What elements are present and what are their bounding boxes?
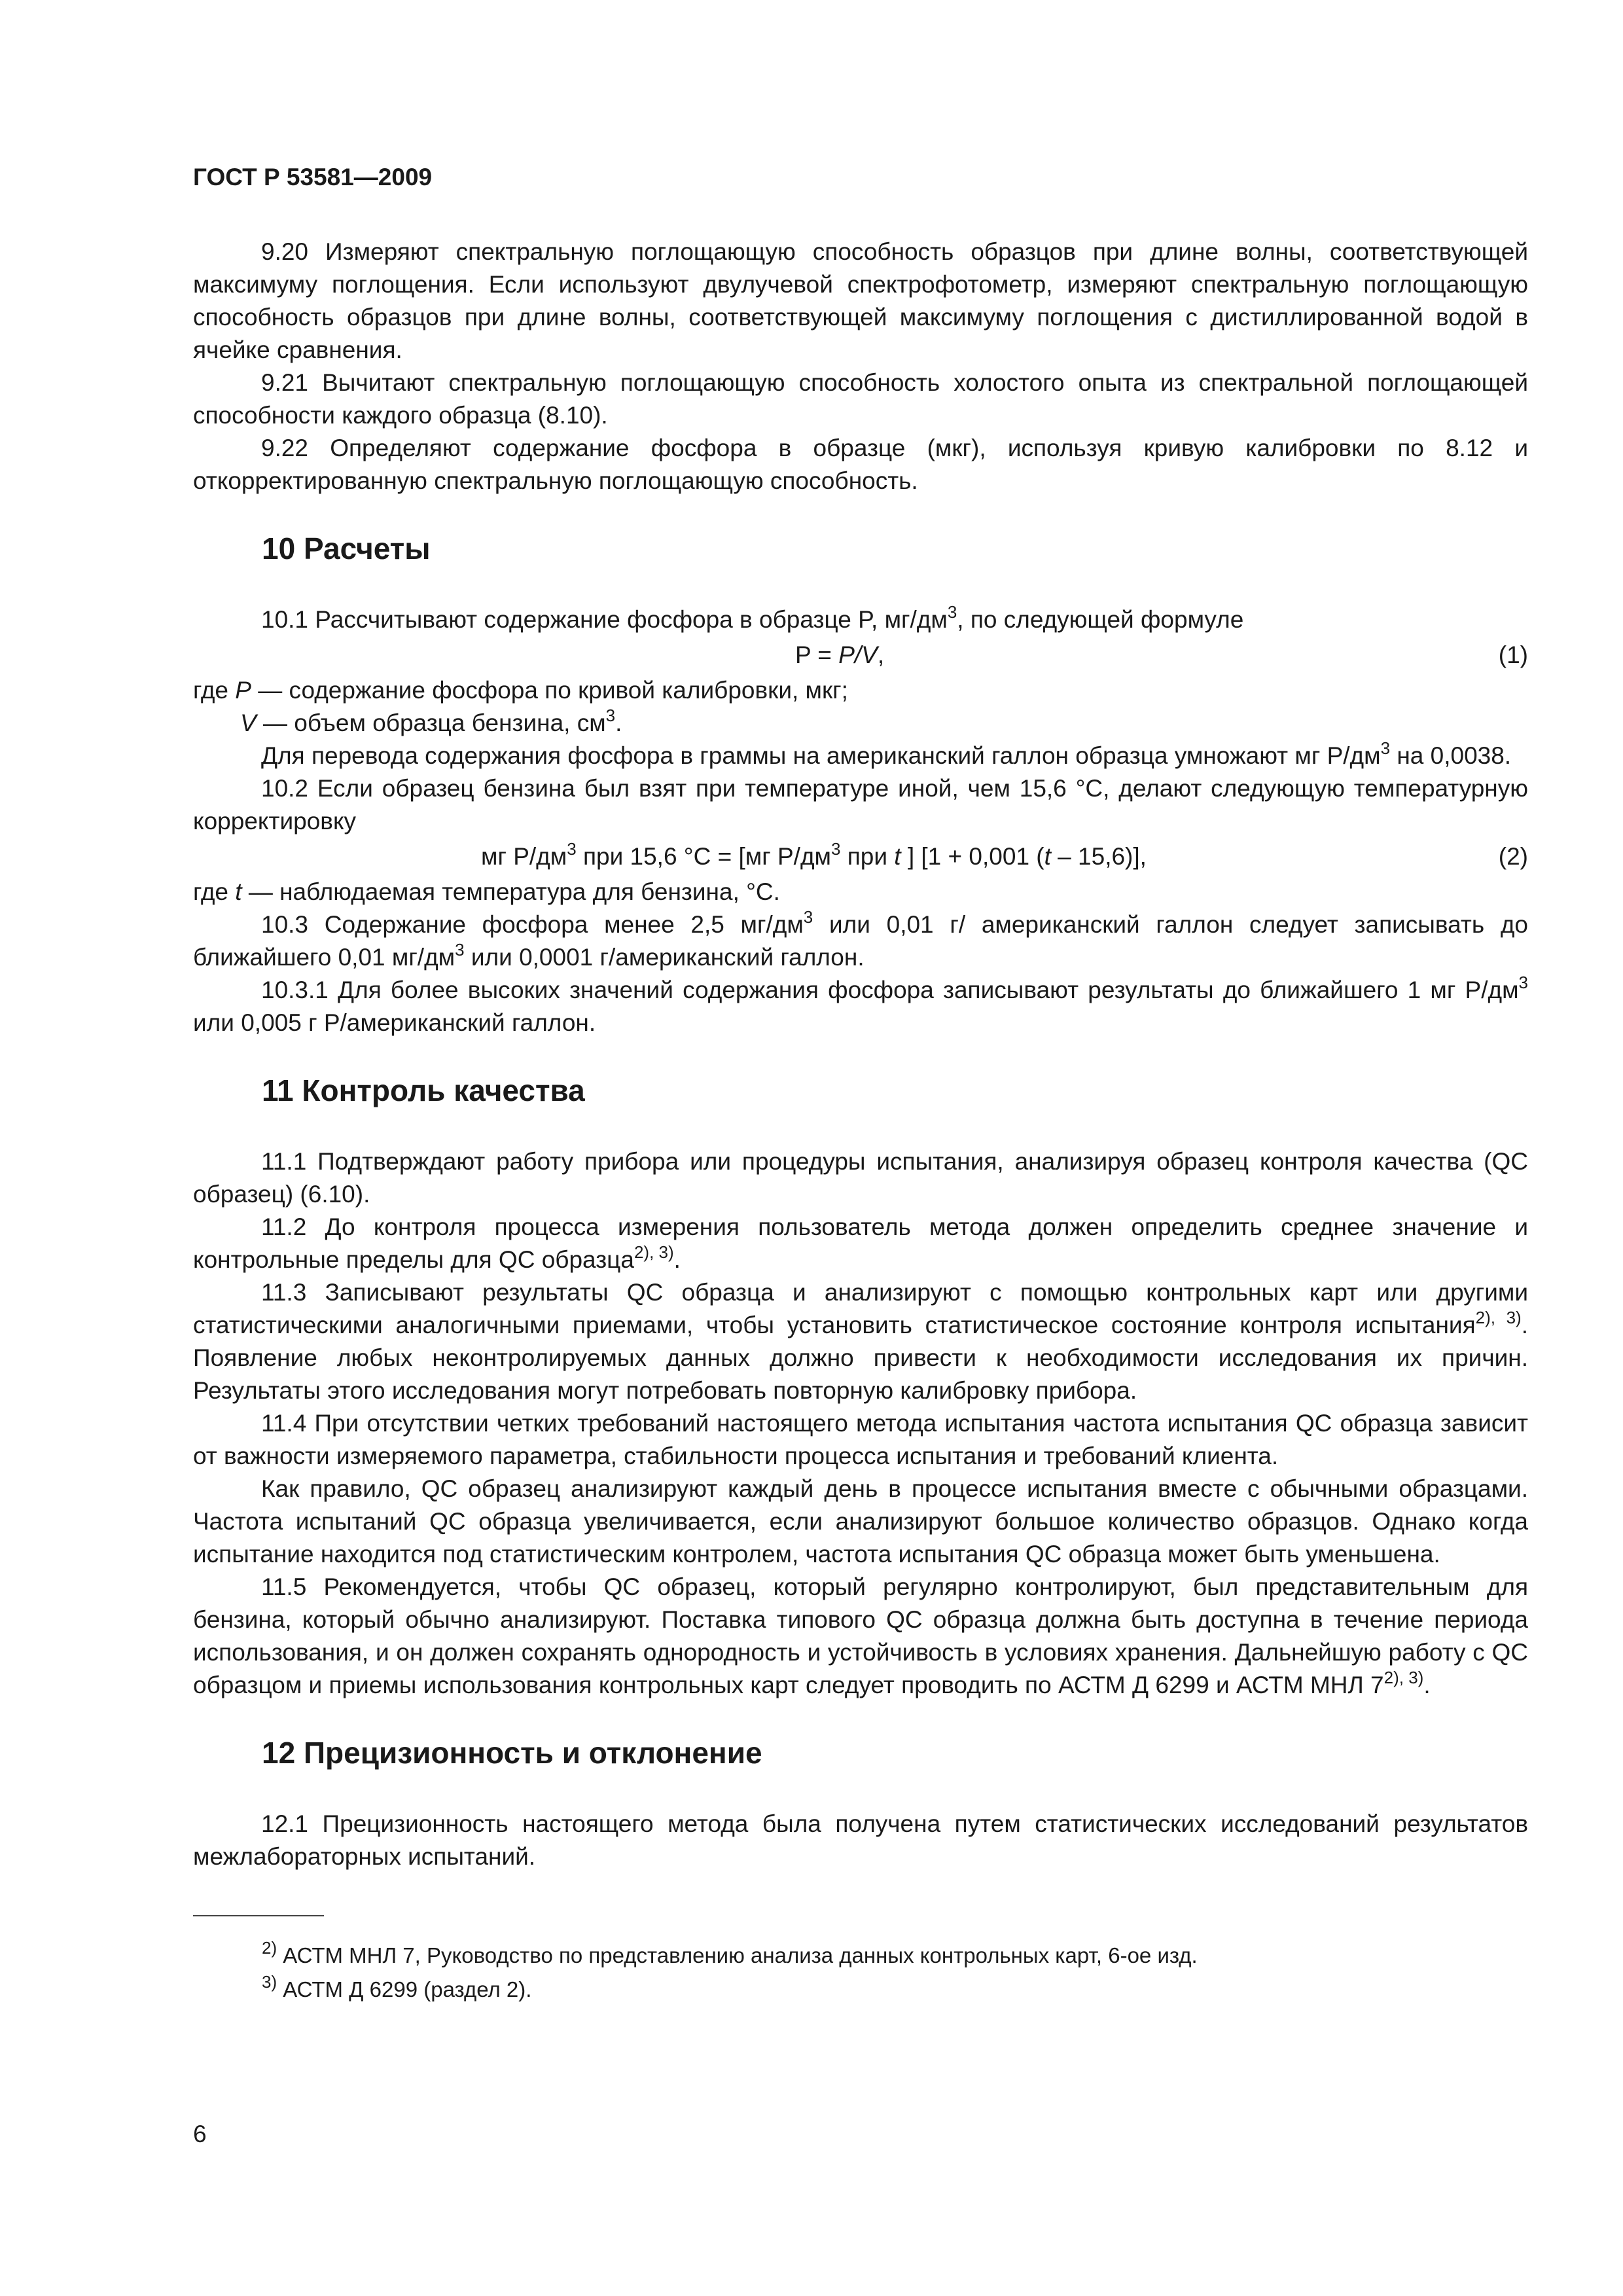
paragraph-11-3: 11.3 Записывают результаты QC образца и анализируют с помощью контрольных карт или другими статистическими аналогичными приемами, чтобы установить статистическое состояние контроля испытания$^{2), 3)}$. Появление любых неконтролируемых данных должно привести к необходимости исследования их причин. Результаты этого исследования могут потребовать повторную калибровку прибора. bbox=[193, 1279, 1528, 1404]
paragraph-11-1: 11.1 Подтверждают работу прибора или процедуры испытания, анализируя образец контроля качества (QC образец) (6.10). bbox=[193, 1148, 1528, 1208]
section-12-heading: 12 Прецизионность и отклонение bbox=[262, 1736, 762, 1770]
footnote-divider bbox=[193, 1915, 324, 1916]
formula-1-number: (1) bbox=[1498, 641, 1528, 668]
footnote-3: $^{3)}$ АСТМ Д 6299 (раздел 2). bbox=[262, 1972, 532, 2001]
where-t: где t — наблюдаемая температура для бензина, °С. bbox=[193, 878, 780, 905]
formula-1 bbox=[193, 636, 1528, 674]
paragraph-10-1: 10.1 Рассчитывают содержание фосфора в образце P, $мг/дм^3$, по следующей формуле bbox=[261, 601, 1244, 633]
document-page bbox=[193, 164, 1528, 2007]
paragraph-11-4-continued: Как правило, QC образец анализируют каждый день в процессе испытания вместе с обычными образцами. Частота испытаний QC образца увеличивается, если анализируют большое количество образцов. Однако когда испытание находится под статистическим контролем, частота испытания QC образца может быть уменьшена. bbox=[193, 1475, 1528, 1568]
document-header: ГОСТ Р 53581—2009 bbox=[193, 164, 433, 190]
formula-2 bbox=[193, 838, 1528, 876]
paragraph-10-3-1: 10.3.1 Для более высоких значений содержания фосфора записывают результаты до ближайшего 1 мг $P/дм^3$ или 0,005 г P/американский галлон. bbox=[193, 972, 1528, 1036]
where-v: V — объем образца бензина, $см^3$. bbox=[240, 705, 622, 736]
paragraph-10-3: 10.3 Содержание фосфора менее 2,5 $мг/дм^3$ или 0,01 г/ американский галлон следует записывать до ближайшего 0,01 $мг/дм^3$ или 0,0001 г/американский галлон. bbox=[193, 906, 1528, 971]
page-number: 6 bbox=[193, 2121, 207, 2147]
section-11-heading: 11 Контроль качества bbox=[262, 1073, 585, 1107]
paragraph-11-5: 11.5 Рекомендуется, чтобы QC образец, который регулярно контролируют, был представительным для бензина, который обычно анализируют. Поставка типового QC образца должна быть доступна в течение периода использования, и он должен сохранять однородность и устойчивость в условиях хранения. Дальнейшую работу с QC образцом и приемы использования контрольных карт следует проводить по АСТМ Д 6299 и АСТМ МНЛ $7^{2), 3)}$. bbox=[193, 1573, 1528, 1698]
paragraph-9-20: 9.20 Измеряют спектральную поглощающую способность образцов при длине волны, соответствующей максимуму поглощения. Если используют двулучевой спектрофотометр, измеряют спектральную поглощающую способность образцов при длине волны, соответствующей максимуму поглощения с дистиллированной водой в ячейке сравнения. bbox=[193, 238, 1528, 363]
paragraph-9-21: 9.21 Вычитают спектральную поглощающую способность холостого опыта из спектральной поглощающей способности каждого образца (8.10). bbox=[193, 369, 1528, 429]
paragraph-12-1: 12.1 Прецизионность настоящего метода была получена путем статистических исследований результатов межлабораторных испытаний. bbox=[193, 1810, 1528, 1870]
paragraph-10-2: 10.2 Если образец бензина был взят при температуре иной, чем 15,6 °С, делают следующую температурную корректировку bbox=[193, 775, 1528, 834]
where-p: где P — содержание фосфора по кривой калибровки, мкг; bbox=[193, 677, 848, 704]
formula-2-number: (2) bbox=[1498, 843, 1528, 870]
footnote-2: $^{2)}$ АСТМ МНЛ 7, Руководство по представлению анализа данных контрольных карт, 6-ое изд. bbox=[262, 1938, 1198, 1967]
section-10-heading: 10 Расчеты bbox=[262, 531, 431, 565]
paragraph-11-4: 11.4 При отсутствии четких требований настоящего метода испытания частота испытания QC образца зависит от важности измеряемого параметра, стабильности процесса испытания и требований клиента. bbox=[193, 1410, 1528, 1469]
paragraph-conversion: Для перевода содержания фосфора в граммы на американский галлон образца умножают мг $P/дм^3$ на 0,0038. bbox=[261, 738, 1512, 769]
formula-1-expression: P = P/V, bbox=[795, 641, 885, 668]
paragraph-11-2: 11.2 До контроля процесса измерения пользователь метода должен определить среднее значение и контрольные пределы для QC образца$^{2), 3)}$. bbox=[193, 1213, 1528, 1273]
formula-2-expression: мг $P/дм^3$ при 15,6 °С = [мг $P/дм^3$ при t ] [1 + 0,001 (t – 15,6)], bbox=[481, 838, 1147, 870]
paragraph-9-22: 9.22 Определяют содержание фосфора в образце (мкг), используя кривую калибровки по 8.12 и откорректированную спектральную поглощающую способность. bbox=[193, 435, 1528, 494]
